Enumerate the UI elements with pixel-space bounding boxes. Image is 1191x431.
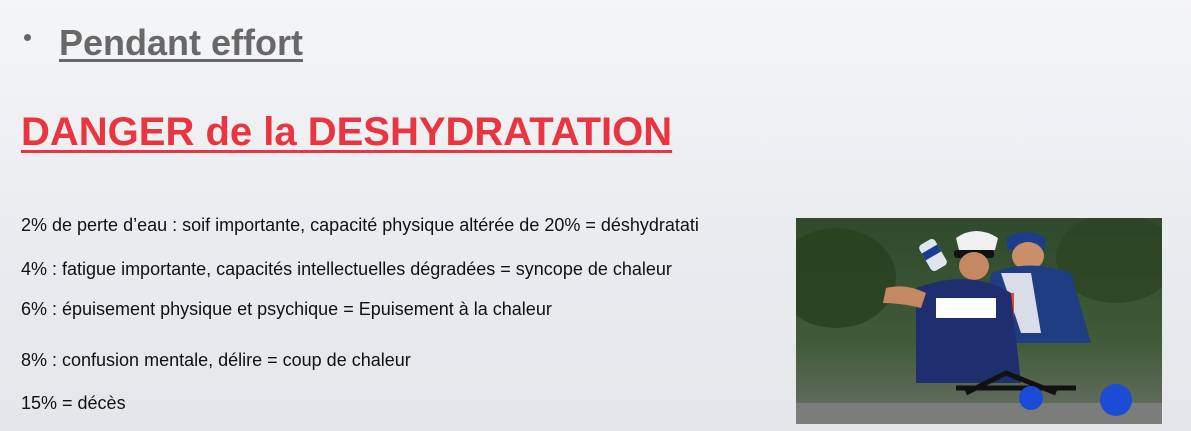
bullet-icon [24, 34, 31, 41]
text-line-4pct: 4% : fatigue importante, capacités intellectuelles dégradées = syncope de chaleur [21, 259, 672, 279]
section-heading: Pendant effort [59, 22, 304, 63]
cyclists-photo [796, 218, 1162, 424]
text-line-8pct: 8% : confusion mentale, délire = coup de chaleur [21, 350, 411, 370]
danger-title: DANGER de la DESHYDRATATION [21, 110, 673, 154]
text-line-6pct: 6% : épuisement physique et psychique = Epuisement à la chaleur [21, 299, 552, 319]
text-line-2pct: 2% de perte d’eau : soif importante, capacité physique altérée de 20% = déshydratati [21, 215, 699, 235]
cyclists-illustration [796, 218, 1162, 424]
text-line-15pct: 15% = décès [21, 393, 126, 413]
